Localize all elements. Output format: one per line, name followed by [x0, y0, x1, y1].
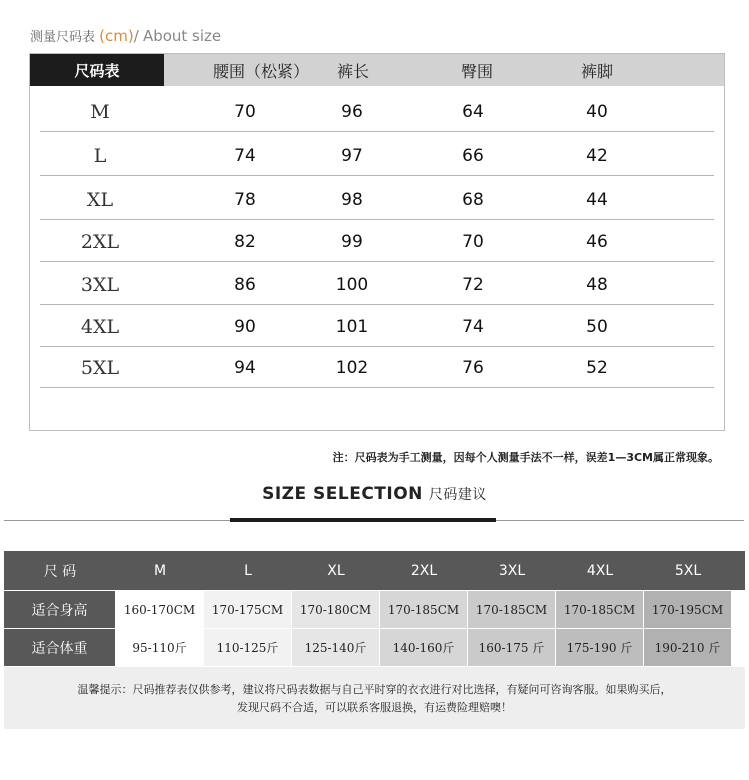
header-size: 2XL	[410, 562, 438, 579]
weight-value: 140-160斤	[380, 629, 468, 666]
weight-value: 110-125斤	[204, 629, 292, 666]
weight-value: 95-110斤	[116, 629, 204, 666]
header-waist: 腰围（松紧）	[212, 61, 309, 81]
size-label: M	[90, 101, 110, 123]
height-value: 170-175CM	[204, 591, 292, 628]
hem-value: 48	[586, 275, 608, 295]
weight-value: 125-140斤	[292, 629, 380, 666]
header-size: 尺码表	[30, 54, 164, 86]
size-row	[30, 348, 724, 388]
length-value: 101	[335, 317, 369, 337]
waist-value: 86	[234, 275, 256, 295]
caption-english: About size	[142, 27, 222, 45]
size-row	[30, 92, 724, 132]
size-chart	[29, 53, 725, 431]
header-size: 5XL	[674, 562, 702, 579]
hip-value: 68	[462, 190, 484, 210]
measurement-note: 注：尺码表为手工测量，因每个人测量手法不一样，误差1—3CM属正常现象。	[332, 451, 719, 464]
hip-value: 64	[462, 102, 484, 122]
hem-value: 42	[586, 146, 608, 166]
size-row	[30, 180, 724, 220]
length-value: 97	[341, 146, 363, 166]
height-value: 170-185CM	[556, 591, 644, 628]
weight-value: 160-175 斤	[468, 629, 556, 666]
size-label: 2XL	[80, 231, 120, 253]
waist-value: 70	[234, 102, 256, 122]
length-value: 98	[341, 190, 363, 210]
caption-title: 测量尺码表	[30, 30, 96, 45]
hip-value: 70	[462, 232, 484, 252]
header-hem: 裤脚	[580, 61, 613, 81]
height-value: 170-185CM	[380, 591, 468, 628]
waist-value: 82	[234, 232, 256, 252]
height-value: 160-170CM	[116, 591, 204, 628]
hem-value: 52	[586, 358, 608, 378]
height-value: 170-180CM	[292, 591, 380, 628]
hem-value: 50	[586, 317, 608, 337]
header-size: 3XL	[498, 562, 526, 579]
title-underline	[230, 518, 496, 522]
height-row	[4, 591, 745, 628]
waist-value: 74	[234, 146, 256, 166]
caption-slash: /	[133, 27, 139, 45]
header-size: M	[153, 562, 167, 579]
height-value: 170-195CM	[644, 591, 732, 628]
size-chart-header	[30, 54, 724, 86]
header-hip: 臀围	[460, 61, 493, 81]
recommendation-header-row	[4, 551, 745, 590]
hip-value: 72	[462, 275, 484, 295]
tip-line-1: 温馨提示：尺码推荐表仅供参考，建议将尺码表数据与自己平时穿的衣衣进行对比选择，有疑问可咨询客服。如果购买后，	[77, 683, 672, 696]
size-label: XL	[86, 189, 114, 211]
header-length: 裤长	[336, 61, 369, 81]
row-divider	[40, 131, 714, 132]
height-value: 170-185CM	[468, 591, 556, 628]
size-label: 5XL	[80, 357, 120, 379]
hem-value: 46	[586, 232, 608, 252]
waist-value: 78	[234, 190, 256, 210]
hem-value: 44	[586, 190, 608, 210]
weight-row	[4, 629, 745, 666]
weight-label: 适合体重	[4, 629, 116, 666]
height-label: 适合身高	[4, 591, 116, 628]
row-divider	[40, 219, 714, 220]
header-size: XL	[327, 562, 345, 579]
hip-value: 74	[462, 317, 484, 337]
row-divider	[40, 175, 714, 176]
size-row	[30, 222, 724, 262]
length-value: 99	[341, 232, 363, 252]
size-label: 3XL	[80, 274, 120, 296]
hip-value: 66	[462, 146, 484, 166]
size-row	[30, 307, 724, 347]
caption-unit: (cm)	[99, 27, 134, 45]
tip-box	[4, 667, 745, 729]
size-row	[30, 265, 724, 305]
length-value: 100	[335, 275, 369, 295]
size-row	[30, 136, 724, 176]
waist-value: 90	[234, 317, 256, 337]
hem-value: 40	[586, 102, 608, 122]
weight-value: 175-190 斤	[556, 629, 644, 666]
size-selection-title-en: SIZE SELECTION	[262, 484, 423, 504]
size-selection-title-cn: 尺码建议	[428, 487, 487, 503]
length-value: 96	[341, 102, 363, 122]
header-size-label: 尺 码	[43, 563, 77, 580]
row-divider	[40, 304, 714, 305]
length-value: 102	[335, 358, 369, 378]
size-label: 4XL	[80, 316, 120, 338]
weight-value: 190-210 斤	[644, 629, 732, 666]
header-size: L	[244, 562, 252, 579]
waist-value: 94	[234, 358, 256, 378]
chart-caption	[30, 26, 221, 45]
tip-line-2: 发现尺码不合适，可以联系客服退换，有运费险理赔噢！	[237, 701, 512, 714]
hip-value: 76	[462, 358, 484, 378]
row-divider	[40, 261, 714, 262]
size-label: L	[93, 145, 107, 167]
row-divider	[40, 346, 714, 347]
header-size: 4XL	[586, 562, 614, 579]
size-selection-title	[0, 484, 749, 504]
row-divider	[40, 387, 714, 388]
